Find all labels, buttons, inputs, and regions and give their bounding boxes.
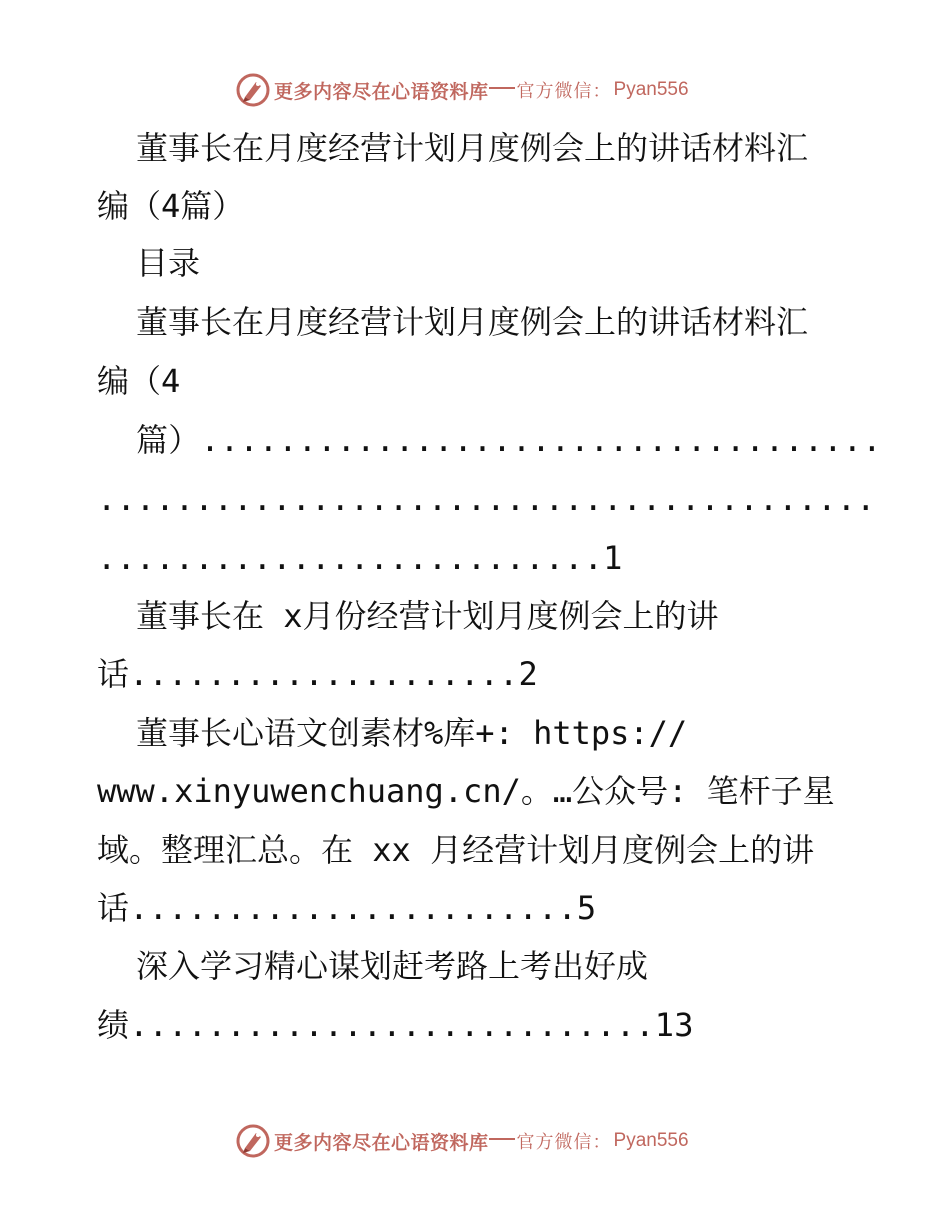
banner-brand: 更多内容尽在心语资料库 [274,80,489,103]
toc-entry-1-line-3: 篇）................................... [136,421,882,459]
toc-entry-3-line-1: 董事长心语文创素材%库+: https:// [136,714,688,752]
toc-entry-3-line-4: 话.......................5 [97,889,597,927]
banner-wechat-label: 官方微信： [516,1132,612,1153]
pen-logo-icon [236,1124,270,1158]
banner-dash [489,1130,517,1152]
header-banner [236,72,689,108]
toc-entry-3-line-3: 域。整理汇总。在 xx 月经营计划月度例会上的讲 [97,831,815,869]
toc-entry-1-line-2: 编（4 [97,362,181,400]
toc-heading: 目录 [136,244,201,282]
toc-entry-1-line-5: ..........................1 [97,539,623,577]
footer-banner [236,1123,689,1159]
banner-brand: 更多内容尽在心语资料库 [274,1131,489,1154]
banner-dash [489,79,517,101]
banner-wechat-id: Pyan556 [613,1130,689,1151]
toc-entry-3-line-2: www.xinyuwenchuang.cn/。…公众号: 笔杆子星 [97,772,835,810]
banner-wechat-id: Pyan556 [613,79,689,100]
toc-entry-1-line-1: 董事长在月度经营计划月度例会上的讲话材料汇 [136,303,809,341]
pen-logo-icon [236,73,270,107]
toc-entry-2-line-1: 董事长在 x月份经营计划月度例会上的讲 [136,597,719,635]
toc-entry-4-line-1: 深入学习精心谋划赶考路上考出好成 [136,947,649,985]
banner-wechat-label: 官方微信： [516,81,612,102]
title-line-1: 董事长在月度经营计划月度例会上的讲话材料汇 [136,129,809,167]
toc-entry-1-line-4: ........................................ [97,480,876,518]
title-line-2: 编（4篇） [97,187,245,225]
toc-entry-4-line-2: 绩...........................13 [97,1006,694,1044]
toc-entry-2-line-2: 话....................2 [97,655,538,693]
